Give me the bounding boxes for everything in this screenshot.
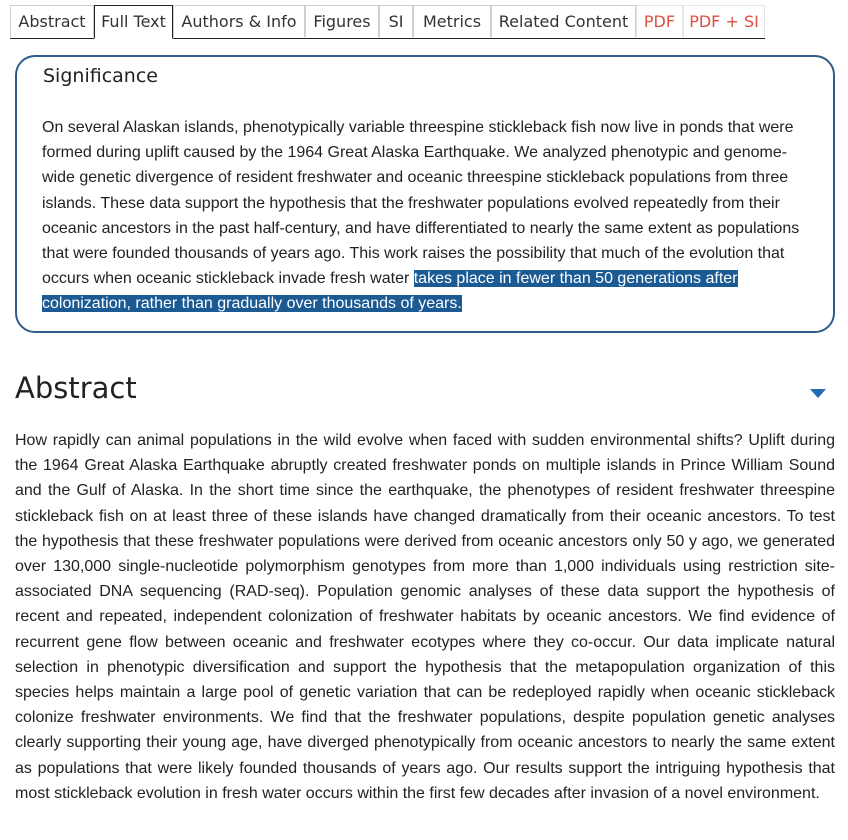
abstract-heading: Abstract xyxy=(15,371,137,405)
tab-authors-info[interactable]: Authors & Info xyxy=(173,5,305,37)
tab-pdf-si[interactable]: PDF + SI xyxy=(683,5,765,37)
significance-text xyxy=(42,115,812,317)
selected-text-highlight: takes place in fewer than 50 generations after colonization, rather than gradually over thousands of years. xyxy=(42,270,738,313)
tab-abstract[interactable]: Abstract xyxy=(10,5,94,37)
tab-full-text[interactable]: Full Text xyxy=(94,5,173,39)
chevron-down-icon[interactable] xyxy=(810,389,826,398)
article-tab-bar xyxy=(10,5,765,39)
tab-figures[interactable]: Figures xyxy=(305,5,379,37)
significance-box xyxy=(15,55,835,333)
tab-pdf[interactable]: PDF xyxy=(636,5,683,37)
abstract-text: How rapidly can animal populations in the wild evolve when faced with sudden environmental shifts? Uplift during the 1964 Great Alaska Earthquake abruptly created freshwater ponds on multiple islands in Prince William Sound and the Gulf of Alaska. In the short time since the earthquake, the phenotypes of resident freshwater threespine stickleback fish on at least three of these islands have changed dramatically from their oceanic ancestors. To test the hypothesis that these freshwater populations were derived from oceanic ancestors only 50 y ago, we generated over 130,000 single-nucleotide polymorphism genotypes from more than 1,000 individuals using restriction site-associated DNA sequencing (RAD-seq). Population genomic analyses of these data support the hypothesis of recent and repeated, independent colonization of freshwater habitats by oceanic ancestors. We find evidence of recurrent gene flow between oceanic and freshwater ecotypes where they co-occur. Our data implicate natural selection in phenotypic diversification and support the hypothesis that the metapopulation organization of this species helps maintain a large pool of genetic variation that can be redeployed rapidly when oceanic stickleback colonize freshwater environments. We find that the freshwater populations, despite population genetic analyses clearly supporting their young age, have diverged phenotypically from oceanic ancestors to nearly the same extent as populations that were likely founded thousands of years ago. Our results support the intriguing hypothesis that most stickleback evolution in fresh water occurs within the first few decades after invasion of a novel environment. xyxy=(15,432,835,802)
tab-metrics[interactable]: Metrics xyxy=(413,5,491,37)
significance-text-body: On several Alaskan islands, phenotypically variable threespine stickleback fish now live in ponds that were formed during uplift caused by the 1964 Great Alaska Earthquake. We analyzed phenotypic and genome-wide genetic divergence of resident freshwater and oceanic threespine stickleback populations from three islands. These data support the hypothesis that the freshwater populations evolved repeatedly from their oceanic ancestors in the past half-century, and have differentiated to nearly the same extent as populations that were founded thousands of years ago. This work raises the possibility that much of the evolution that occurs when oceanic stickleback invade fresh water xyxy=(42,119,800,288)
tab-related-content[interactable]: Related Content xyxy=(491,5,636,37)
tab-si[interactable]: SI xyxy=(379,5,413,37)
significance-title: Significance xyxy=(43,65,158,87)
